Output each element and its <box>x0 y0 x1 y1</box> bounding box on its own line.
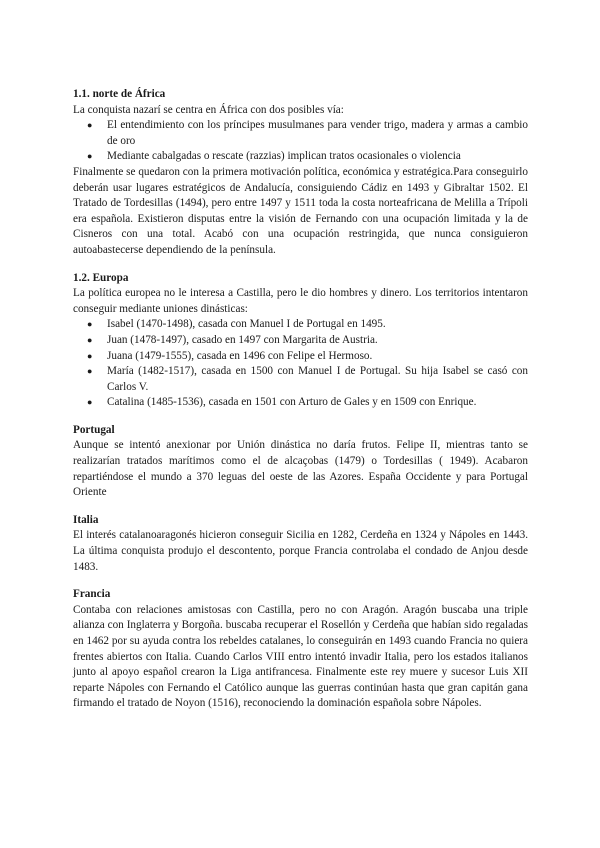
section-intro: La conquista nazarí se centra en África con dos posibles vía: <box>73 103 344 116</box>
bullet-icon: ● <box>87 319 93 330</box>
bullet-icon: ● <box>87 334 93 345</box>
list-item <box>87 317 528 333</box>
bullet-icon: ● <box>87 397 93 408</box>
bullet-icon: ● <box>87 366 93 377</box>
section-body: El interés catalanoaragonés hicieron conseguir Sicilia en 1282, Cerdeña en 1324 y Nápoles en 1443. La última conquista produjo el descontento, porque Francia controlaba el condado de Anjou desde 1483. <box>73 529 528 573</box>
list-item <box>87 364 528 395</box>
section-europa <box>73 271 528 411</box>
list-item-text: Mediante cabalgadas o rescate (razzias) implican tratos ocasionales o violencia <box>107 150 461 163</box>
section-italia <box>73 513 528 575</box>
section-portugal <box>73 423 528 501</box>
bullet-icon: ● <box>87 350 93 361</box>
section-heading: Francia <box>73 588 111 601</box>
bullet-icon: ● <box>87 120 93 131</box>
list-item-text: El entendimiento con los príncipes musulmanes para vender trigo, madera y armas a cambio de oro <box>107 119 528 147</box>
document-page <box>73 87 528 724</box>
section-intro: La política europea no le interesa a Castilla, pero le dio hombres y dinero. Los territorios intentaron conseguir mediante uniones dinásticas: <box>73 287 528 315</box>
list-item <box>87 149 528 165</box>
list-item-text: Juana (1479-1555), casada en 1496 con Felipe el Hermoso. <box>107 349 373 362</box>
bullet-list <box>73 118 528 165</box>
section-body: Contaba con relaciones amistosas con Castilla, pero no con Aragón. Aragón buscaba una triple alianza con Inglaterra y Borgoña. buscaba recuperar el Rosellón y Cerdeña que habían sido regaladas en 1462 por su ayuda contra los rebeldes catalanes, lo conseguirán en 1493 cuando Francia no quiera frentes abiertos con Italia. Cuando Carlos VIII entro intentó invadir Italia, pero los estados italianos junto al apoyo español crearon la Liga antifrancesa. Finalmente este rey muere y sucesor Luis XII reparte Nápoles con Fernando el Católico aunque las guerras continúan hasta que gran capitán gana firmando el tratado de Noyon (1516), reconociendo la dominación española sobre Nápoles. <box>73 603 528 710</box>
section-heading: 1.1. norte de África <box>73 88 166 100</box>
section-body: Aunque se intentó anexionar por Unión dinástica no daría frutos. Felipe II, mientras tanto se realizarían tratados marítimos como el de alcaçobas (1479) o Tordesillas ( 1949). Acabaron repartiéndose el mundo a 370 leguas del oeste de las Azores. España Occidente y para Portugal Oriente <box>73 439 528 499</box>
section-africa <box>73 87 528 259</box>
section-francia <box>73 587 528 712</box>
list-item-text: Isabel (1470-1498), casada con Manuel I de Portugal en 1495. <box>107 318 386 331</box>
section-heading: Portugal <box>73 423 115 436</box>
list-item <box>87 395 528 411</box>
list-item <box>87 333 528 349</box>
list-item-text: Catalina (1485-1536), casada en 1501 con Arturo de Gales y en 1509 con Enrique. <box>107 396 477 409</box>
section-body: Finalmente se quedaron con la primera motivación política, económica y estratégica.Para conseguirlo deberán usar lugares estratégicos de Andalucía, consiguiendo Cádiz en 1493 y Gibraltar 1502. El Tratado de Tordesillas (1494), pero entre 1497 y 1511 toda la costa norteafricana de Melilla a Trípoli era española. Existieron disputas entre la visión de Fernando con una ocupación limitada y la de Cisneros con una total. Acabó con una ocupación restringida, que nunca consiguieron autoabastecerse dependiendo de la península. <box>73 165 528 256</box>
list-item <box>87 118 528 149</box>
section-heading: 1.2. Europa <box>73 271 129 284</box>
list-item-text: Juan (1478-1497), casado en 1497 con Margarita de Austria. <box>107 333 378 346</box>
list-item <box>87 349 528 365</box>
bullet-icon: ● <box>87 151 93 162</box>
section-heading: Italia <box>73 513 99 526</box>
list-item-text: María (1482-1517), casada en 1500 con Manuel I de Portugal. Su hija Isabel se casó con Carlos V. <box>107 365 528 393</box>
bullet-list <box>73 317 528 411</box>
